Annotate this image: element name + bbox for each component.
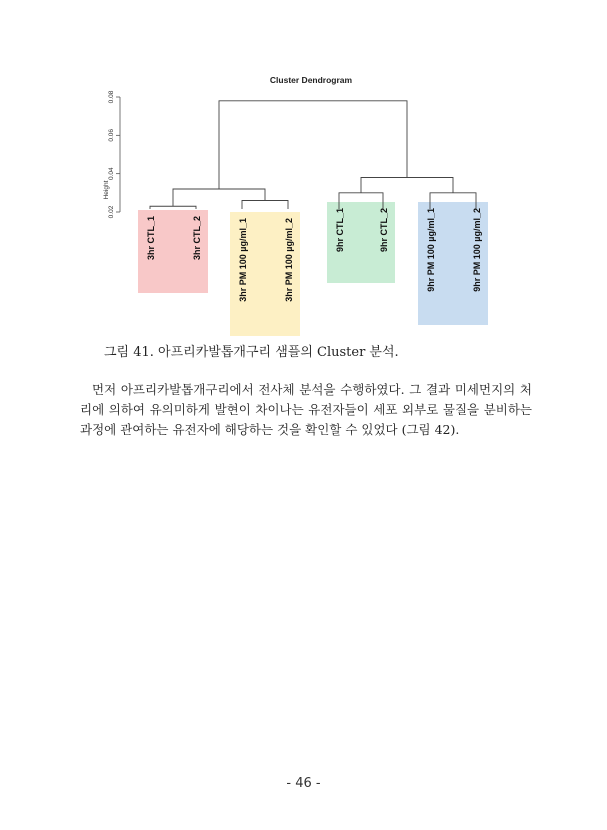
dendrogram-chart [0, 0, 607, 340]
leaf-label: 9hr CTL_2 [379, 208, 389, 253]
chart-title: Cluster Dendrogram [269, 75, 353, 85]
leaf-label: 3hr CTL_1 [146, 216, 156, 261]
leaf-label: 3hr PM 100 µg/ml_2 [284, 218, 294, 302]
figure-caption: 그림 41. 아프리카발톱개구리 샘플의 Cluster 분석. [104, 345, 399, 360]
y-tick-label: 0.02 [108, 205, 115, 219]
dendrogram-link [361, 178, 453, 193]
leaf-label: 9hr PM 100 µg/ml_1 [426, 208, 436, 292]
leaf-label: 9hr CTL_1 [335, 208, 345, 253]
dendrogram-link [242, 201, 288, 210]
leaf-label: 9hr PM 100 µg/ml_2 [472, 208, 482, 292]
page-number: - 46 - [286, 776, 321, 791]
dendrogram-link [150, 206, 196, 209]
y-tick-label: 0.08 [108, 90, 115, 104]
cluster-dendrogram-figure [0, 0, 607, 340]
leaf-label: 3hr PM 100 µg/ml_1 [238, 218, 248, 302]
y-tick-label: 0.04 [108, 167, 115, 180]
y-axis-label: Height [103, 180, 110, 200]
dendrogram-link [219, 101, 407, 189]
body-paragraph: 먼저 아프리카발톱개구리에서 전사체 분석을 수행하였다. 그 결과 미세먼지의 처리에 의하여 유의미하게 발현이 차이나는 유전자들이 세포 외부로 물질을 분비하는 과정에 관여하는 유전자에 해당하는 것을 확인할 수 있었다 (그림 42). [80, 382, 532, 437]
dendrogram-link [173, 189, 265, 206]
leaf-label: 3hr CTL_2 [192, 216, 202, 261]
y-tick-label: 0.06 [108, 129, 115, 142]
